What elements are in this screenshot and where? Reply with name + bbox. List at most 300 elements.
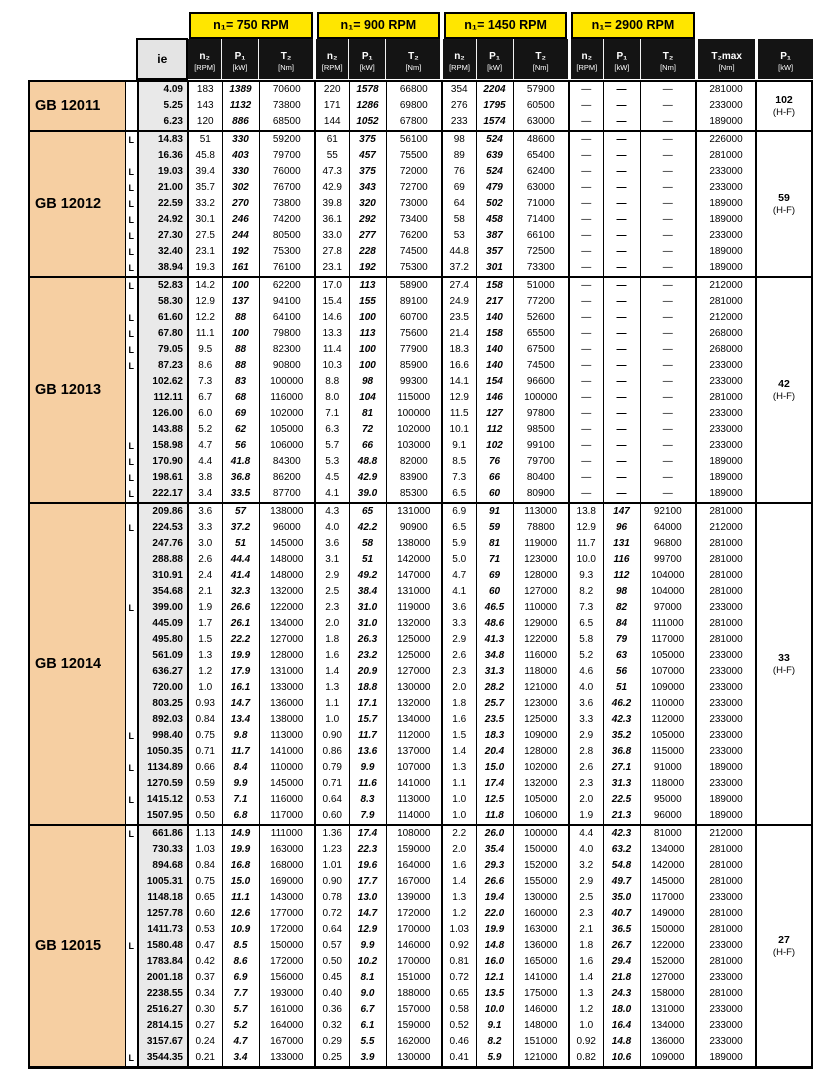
table-row	[29, 260, 812, 277]
p1-value: 81	[349, 406, 386, 422]
t2-value: 170000	[386, 954, 442, 970]
l-marker	[125, 648, 138, 664]
t2-value: 116000	[259, 390, 315, 406]
t2-value: 141000	[259, 744, 315, 760]
column-header-row	[28, 39, 813, 79]
t2-value: 123000	[513, 696, 569, 712]
thermal-power-note: (H-F)	[772, 946, 796, 958]
l-marker: L	[125, 438, 138, 454]
t2-value: 162000	[386, 1034, 442, 1050]
n2-value: 2.0	[569, 792, 603, 808]
table-row	[29, 712, 812, 728]
ratio-ie-value: 1415.12	[138, 792, 188, 808]
t2-value: 117000	[640, 890, 696, 906]
n2-value: 1.8	[569, 938, 603, 954]
ratio-ie-value: 2001.18	[138, 970, 188, 986]
t2-value: 105000	[640, 648, 696, 664]
t2max-value: 189000	[696, 1050, 756, 1068]
t2-value: 72700	[386, 180, 442, 196]
p1-value: 44.4	[222, 552, 259, 568]
p1-value: 140	[476, 358, 513, 374]
table-row	[29, 503, 812, 520]
p1-value: 10.2	[349, 954, 386, 970]
ratio-ie-value: 1580.48	[138, 938, 188, 954]
p1-value: 100	[349, 342, 386, 358]
p1-value: 21.8	[603, 970, 640, 986]
n2-value: 2.6	[442, 648, 476, 664]
table-row	[29, 825, 812, 842]
p1-value: 3.4	[222, 1050, 259, 1068]
n2-value: 5.2	[188, 422, 222, 438]
col-header-t2: T₂ [Nm]	[513, 39, 569, 79]
t2-value: 148000	[259, 552, 315, 568]
col-header-n2: n₂ [RPM]	[442, 39, 476, 79]
ratio-ie-value: 102.62	[138, 374, 188, 390]
t2-value: 69800	[386, 98, 442, 114]
n2-value: —	[569, 164, 603, 180]
n2-value: 7.1	[315, 406, 349, 422]
n2-value: 13.8	[569, 503, 603, 520]
t2-value: 96800	[640, 536, 696, 552]
t2-value: —	[640, 358, 696, 374]
p1-value: 357	[476, 244, 513, 260]
p1-value: 41.8	[222, 454, 259, 470]
n2-value: 33.2	[188, 196, 222, 212]
t2max-value: 281000	[696, 616, 756, 632]
n2-value: 0.84	[188, 858, 222, 874]
p1-value: 1574	[476, 114, 513, 131]
p1-value: 79	[603, 632, 640, 648]
thermal-power-value: 27	[778, 933, 790, 946]
l-marker: L	[125, 520, 138, 536]
n2-value: 6.5	[569, 616, 603, 632]
t2-value: 159000	[386, 1018, 442, 1034]
t2-value: 91000	[640, 760, 696, 776]
p1-value: 59	[476, 520, 513, 536]
t2-value: 57900	[513, 81, 569, 98]
p1-value: 22.5	[603, 792, 640, 808]
ratio-ie-value: 445.09	[138, 616, 188, 632]
p1-value: 51	[603, 680, 640, 696]
n2-value: —	[569, 374, 603, 390]
t2-value: 152000	[640, 954, 696, 970]
p1-value: 146	[476, 390, 513, 406]
p1-value: 65	[349, 503, 386, 520]
n2-value: 0.90	[315, 728, 349, 744]
n2-value: 0.52	[442, 1018, 476, 1034]
table-row	[29, 584, 812, 600]
n2-value: 5.0	[442, 552, 476, 568]
t2-value: 193000	[259, 986, 315, 1002]
t2-value: 103000	[386, 438, 442, 454]
n2-value: 0.79	[315, 760, 349, 776]
p1-value: 154	[476, 374, 513, 390]
p1-value: 8.3	[349, 792, 386, 808]
col-header-p1: P₁ [kW]	[603, 39, 640, 79]
n2-value: 0.90	[315, 874, 349, 890]
l-marker	[125, 954, 138, 970]
p1-value: 26.6	[222, 600, 259, 616]
l-marker: L	[125, 180, 138, 196]
n2-value: 11.4	[315, 342, 349, 358]
n2-value: 0.40	[315, 986, 349, 1002]
p1-value: —	[603, 164, 640, 180]
ratio-ie-value: 661.86	[138, 825, 188, 842]
t2-value: 113000	[259, 728, 315, 744]
p1-value: 639	[476, 148, 513, 164]
n2-value: 64	[442, 196, 476, 212]
l-marker: L	[125, 728, 138, 744]
p1-value: 270	[222, 196, 259, 212]
t2max-value: 281000	[696, 632, 756, 648]
thermal-power-rating	[756, 81, 812, 131]
t2-value: —	[640, 228, 696, 244]
table-row	[29, 81, 812, 98]
p1-value: 5.2	[222, 1018, 259, 1034]
ratio-ie-value: 198.61	[138, 470, 188, 486]
table-row	[29, 1002, 812, 1018]
ratio-ie-value: 730.33	[138, 842, 188, 858]
p1-value: 19.9	[476, 922, 513, 938]
ratio-ie-value: 21.00	[138, 180, 188, 196]
t2-value: 137000	[386, 744, 442, 760]
n2-value: 1.9	[569, 808, 603, 825]
p1-value: 58	[349, 536, 386, 552]
col-header-n2: n₂ [RPM]	[187, 39, 221, 79]
n2-value: 4.4	[188, 454, 222, 470]
speed-header-2900	[569, 12, 696, 39]
t2-value: 95000	[640, 792, 696, 808]
l-marker	[125, 374, 138, 390]
l-marker: L	[125, 600, 138, 616]
table-row	[29, 454, 812, 470]
n2-value: 1.6	[442, 712, 476, 728]
table-row	[29, 486, 812, 503]
n2-value: 17.0	[315, 277, 349, 294]
p1-value: 140	[476, 310, 513, 326]
p1-value: 26.6	[476, 874, 513, 890]
speed-header-row	[28, 12, 813, 39]
n2-value: 44.8	[442, 244, 476, 260]
ratio-ie-value: 16.36	[138, 148, 188, 164]
t2max-value: 281000	[696, 986, 756, 1002]
n2-value: 27.4	[442, 277, 476, 294]
ratio-ie-value: 1050.35	[138, 744, 188, 760]
t2-value: 73800	[259, 196, 315, 212]
n2-value: 3.1	[315, 552, 349, 568]
n2-value: 36.1	[315, 212, 349, 228]
p1-value: 330	[222, 131, 259, 148]
p1-value: —	[603, 260, 640, 277]
p1-value: 35.4	[476, 842, 513, 858]
p1-value: 127	[476, 406, 513, 422]
n2-value: 89	[442, 148, 476, 164]
n2-value: 1.8	[442, 696, 476, 712]
t2max-value: 281000	[696, 81, 756, 98]
l-marker	[125, 632, 138, 648]
t2max-value: 233000	[696, 98, 756, 114]
t2-value: 78800	[513, 520, 569, 536]
p1-value: 479	[476, 180, 513, 196]
ratio-ie-value: 6.23	[138, 114, 188, 131]
l-marker: L	[125, 470, 138, 486]
t2-value: 146000	[513, 1002, 569, 1018]
p1-value: 330	[222, 164, 259, 180]
t2-value: 131000	[640, 1002, 696, 1018]
t2-value: 150000	[640, 922, 696, 938]
ratio-ie-value: 2238.55	[138, 986, 188, 1002]
ratio-ie-value: 1257.78	[138, 906, 188, 922]
l-marker: L	[125, 260, 138, 277]
n2-value: 2.1	[569, 922, 603, 938]
t2max-value: 212000	[696, 310, 756, 326]
t2-value: 165000	[513, 954, 569, 970]
p1-value: 18.3	[476, 728, 513, 744]
n2-value: —	[569, 390, 603, 406]
p1-value: 31.0	[349, 616, 386, 632]
n2-value: 0.75	[188, 874, 222, 890]
p1-value: 88	[222, 310, 259, 326]
t2-value: 86200	[259, 470, 315, 486]
t2-value: 115000	[386, 390, 442, 406]
t2-value: 99700	[640, 552, 696, 568]
n2-value: 27.8	[315, 244, 349, 260]
t2max-value: 189000	[696, 212, 756, 228]
ratio-ie-value: 22.59	[138, 196, 188, 212]
n2-value: 0.84	[188, 712, 222, 728]
p1-value: —	[603, 212, 640, 228]
thermal-power-note: (H-F)	[772, 106, 796, 118]
t2-value: 138000	[386, 536, 442, 552]
n2-value: 35.7	[188, 180, 222, 196]
n2-value: 5.9	[442, 536, 476, 552]
table-row	[29, 164, 812, 180]
n2-value: 2.6	[188, 552, 222, 568]
t2-value: 121000	[513, 1050, 569, 1068]
ratio-ie-value: 288.88	[138, 552, 188, 568]
t2-value: 121000	[513, 680, 569, 696]
t2-value: 148000	[513, 1018, 569, 1034]
p1-value: —	[603, 114, 640, 131]
thermal-power-value: 42	[778, 377, 790, 390]
l-marker	[125, 906, 138, 922]
t2-value: 128000	[259, 648, 315, 664]
t2-value: 128000	[513, 568, 569, 584]
p1-value: 4.7	[222, 1034, 259, 1050]
t2-value: 72000	[386, 164, 442, 180]
n2-value: 39.8	[315, 196, 349, 212]
n2-value: —	[569, 358, 603, 374]
p1-value: 88	[222, 342, 259, 358]
l-marker: L	[125, 825, 138, 842]
p1-value: 19.9	[222, 842, 259, 858]
thermal-power-value: 33	[778, 651, 790, 664]
blank-corner	[697, 12, 813, 39]
n2-value: 9.3	[569, 568, 603, 584]
n2-value: 6.5	[442, 520, 476, 536]
t2max-value: 189000	[696, 808, 756, 825]
t2-value: 163000	[513, 922, 569, 938]
ratio-ie-value: 720.00	[138, 680, 188, 696]
ratio-ie-value: 87.23	[138, 358, 188, 374]
t2-value: 168000	[259, 858, 315, 874]
t2-value: 145000	[640, 874, 696, 890]
l-marker	[125, 584, 138, 600]
n2-value: 61	[315, 131, 349, 148]
n2-value: 0.60	[315, 808, 349, 825]
n2-value: 233	[442, 114, 476, 131]
t2-value: 105000	[259, 422, 315, 438]
t2max-value: 281000	[696, 568, 756, 584]
t2-value: 98500	[513, 422, 569, 438]
p1-value: 17.4	[349, 825, 386, 842]
t2-value: 142000	[386, 552, 442, 568]
p1-value: 29.3	[476, 858, 513, 874]
p1-value: 15.0	[476, 760, 513, 776]
n2-value: 2.0	[315, 616, 349, 632]
p1-value: 246	[222, 212, 259, 228]
p1-value: 56	[603, 664, 640, 680]
t2max-value: 233000	[696, 422, 756, 438]
p1-value: 76	[476, 454, 513, 470]
n2-value: —	[569, 180, 603, 196]
n2-value: 0.72	[315, 906, 349, 922]
t2-value: —	[640, 486, 696, 503]
n2-value: 69	[442, 180, 476, 196]
t2-value: 81000	[640, 825, 696, 842]
p1-value: 217	[476, 294, 513, 310]
p1-value: 9.9	[349, 938, 386, 954]
n2-value: 1.4	[442, 744, 476, 760]
t2-value: 139000	[386, 890, 442, 906]
l-marker	[125, 970, 138, 986]
p1-value: 457	[349, 148, 386, 164]
l-marker: L	[125, 228, 138, 244]
ratio-ie-value: 67.80	[138, 326, 188, 342]
col-header-p1: P₁ [kW]	[349, 39, 386, 79]
l-marker	[125, 922, 138, 938]
p1-value: —	[603, 470, 640, 486]
p1-value: 21.3	[603, 808, 640, 825]
t2-value: 106000	[259, 438, 315, 454]
p1-value: 16.0	[476, 954, 513, 970]
t2-value: 111000	[640, 616, 696, 632]
n2-value: 98	[442, 131, 476, 148]
ratio-ie-value: 38.94	[138, 260, 188, 277]
table-row	[29, 858, 812, 874]
t2max-value: 281000	[696, 858, 756, 874]
l-marker: L	[125, 212, 138, 228]
p1-value: —	[603, 294, 640, 310]
n2-value: 0.42	[188, 954, 222, 970]
n2-value: 0.57	[315, 938, 349, 954]
n2-value: 0.37	[188, 970, 222, 986]
t2-value: 94100	[259, 294, 315, 310]
p1-value: 5.7	[222, 1002, 259, 1018]
p1-value: 343	[349, 180, 386, 196]
n2-value: 23.1	[315, 260, 349, 277]
n2-value: —	[569, 196, 603, 212]
n2-value: 0.32	[315, 1018, 349, 1034]
n2-value: 3.6	[188, 503, 222, 520]
t2-value: —	[640, 164, 696, 180]
n2-value: 1.3	[442, 760, 476, 776]
t2-value: 116000	[259, 792, 315, 808]
table-row	[29, 310, 812, 326]
n2-value: 0.25	[315, 1050, 349, 1068]
t2-value: 77200	[513, 294, 569, 310]
n2-value: 2.6	[569, 760, 603, 776]
p1-value: 1389	[222, 81, 259, 98]
n2-value: 2.9	[569, 874, 603, 890]
table-row	[29, 600, 812, 616]
t2max-value: 233000	[696, 406, 756, 422]
t2-value: —	[640, 438, 696, 454]
t2-value: 71400	[513, 212, 569, 228]
t2-value: 80900	[513, 486, 569, 503]
t2-value: —	[640, 470, 696, 486]
p1-value: 104	[349, 390, 386, 406]
t2-value: 130000	[513, 890, 569, 906]
p1-value: 14.9	[222, 825, 259, 842]
t2-value: 76200	[386, 228, 442, 244]
p1-value: 137	[222, 294, 259, 310]
n2-value: 6.5	[442, 486, 476, 503]
n2-value: 6.0	[188, 406, 222, 422]
p1-value: 48.8	[349, 454, 386, 470]
t2-value: 159000	[386, 842, 442, 858]
n2-value: 3.3	[442, 616, 476, 632]
p1-value: 15.0	[222, 874, 259, 890]
n2-value: 4.7	[442, 568, 476, 584]
table-row	[29, 922, 812, 938]
t2-value: 112000	[386, 728, 442, 744]
p1-value: —	[603, 244, 640, 260]
t2max-value: 233000	[696, 744, 756, 760]
table-row	[29, 842, 812, 858]
t2max-value: 189000	[696, 470, 756, 486]
p1-value: 16.4	[603, 1018, 640, 1034]
p1-value: 375	[349, 131, 386, 148]
t2-value: 90800	[259, 358, 315, 374]
n2-value: 14.2	[188, 277, 222, 294]
gearbox-model-label: GB 12013	[29, 277, 125, 503]
p1-value: 11.7	[222, 744, 259, 760]
n2-value: 0.36	[315, 1002, 349, 1018]
t2-value: 64100	[259, 310, 315, 326]
n2-value: 8.5	[442, 454, 476, 470]
col-header-ie: ie	[137, 39, 187, 79]
p1-value: 26.1	[222, 616, 259, 632]
n2-value: 1.3	[315, 680, 349, 696]
table-row	[29, 970, 812, 986]
col-header-t2: T₂ [Nm]	[259, 39, 315, 79]
p1-value: 100	[222, 326, 259, 342]
t2-value: 102000	[259, 406, 315, 422]
n2-value: 2.3	[569, 776, 603, 792]
t2-value: 141000	[386, 776, 442, 792]
n2-value: 0.64	[315, 792, 349, 808]
n2-value: 2.0	[442, 680, 476, 696]
t2-value: 80500	[259, 228, 315, 244]
t2-value: —	[640, 244, 696, 260]
n2-value: 2.5	[569, 890, 603, 906]
t2max-value: 233000	[696, 648, 756, 664]
p1-value: —	[603, 406, 640, 422]
t2max-value: 281000	[696, 503, 756, 520]
n2-value: 183	[188, 81, 222, 98]
p1-value: 46.2	[603, 696, 640, 712]
